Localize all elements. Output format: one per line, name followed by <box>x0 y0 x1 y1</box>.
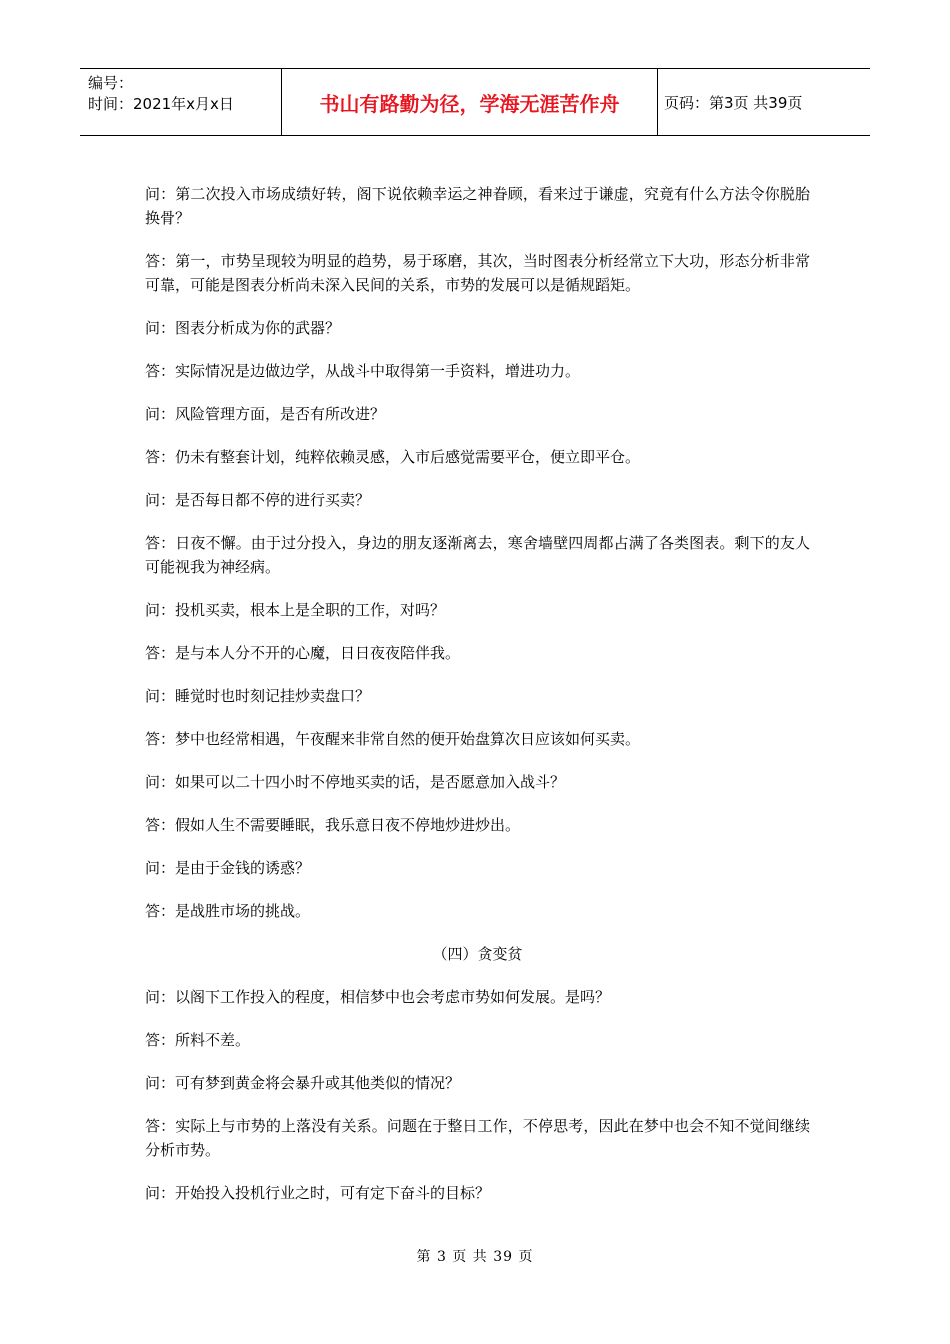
page-header <box>80 68 870 136</box>
paragraph: 问：是否每日都不停的进行买卖？ <box>145 491 371 509</box>
paragraph: 答：假如人生不需要睡眠，我乐意日夜不停地炒进炒出。 <box>145 816 521 834</box>
paragraph: 问：投机买卖，根本上是全职的工作，对吗？ <box>145 601 446 619</box>
header-motto: 书山有路勤为径，学海无涯苦作舟 <box>282 69 658 135</box>
paragraph: 问：图表分析成为你的武器？ <box>145 319 341 337</box>
header-meta <box>80 69 282 135</box>
section-heading: （四）贪变贫 <box>432 945 523 963</box>
paragraph: 答：是与本人分不开的心魔，日日夜夜陪伴我。 <box>145 644 461 662</box>
paragraph: 答：梦中也经常相遇，午夜醒来非常自然的便开始盘算次日应该如何买卖。 <box>145 730 641 748</box>
paragraph: 问：开始投入投机行业之时，可有定下奋斗的目标？ <box>145 1184 491 1202</box>
paragraph: 问：以阁下工作投入的程度，相信梦中也会考虑市势如何发展。是吗？ <box>145 988 611 1006</box>
paragraph: 问：可有梦到黄金将会暴升或其他类似的情况？ <box>145 1074 461 1092</box>
paragraph: 答：实际情况是边做边学，从战斗中取得第一手资料，增进功力。 <box>145 362 581 380</box>
paragraph: 答：第一，市势呈现较为明显的趋势，易于琢磨，其次，当时图表分析经常立下大功，形态分析非常可靠，可能是图表分析尚未深入民间的关系，市势的发展可以是循规蹈矩。 <box>145 252 810 294</box>
paragraph: 问：风险管理方面，是否有所改进？ <box>145 405 386 423</box>
paragraph: 问：是由于金钱的诱惑？ <box>145 859 311 877</box>
time-label: 时间：2021年x月x日 <box>88 95 234 113</box>
serial-label: 编号： <box>88 74 134 92</box>
paragraph: 问：如果可以二十四小时不停地买卖的话，是否愿意加入战斗？ <box>145 773 566 791</box>
paragraph: 答：是战胜市场的挑战。 <box>145 902 311 920</box>
paragraph: 问：睡觉时也时刻记挂炒卖盘口？ <box>145 687 371 705</box>
paragraph: 答：所料不差。 <box>145 1031 251 1049</box>
paragraph: 答：仍未有整套计划，纯粹依赖灵感，入市后感觉需要平仓，便立即平仓。 <box>145 448 641 466</box>
document-body <box>145 182 810 1224</box>
paragraph: 问：第二次投入市场成绩好转，阁下说依赖幸运之神眷顾，看来过于谦虚，究竟有什么方法令你脱胎换骨？ <box>145 185 810 227</box>
header-page-label: 页码：第3页 共39页 <box>664 93 803 112</box>
page-footer: 第 3 页 共 39 页 <box>416 1249 534 1265</box>
paragraph: 答：实际上与市势的上落没有关系。问题在于整日工作，不停思考，因此在梦中也会不知不觉间继续分析市势。 <box>145 1117 810 1159</box>
paragraph: 答：日夜不懈。由于过分投入，身边的朋友逐渐离去，寒舍墙壁四周都占满了各类图表。剩下的友人可能视我为神经病。 <box>145 534 810 576</box>
